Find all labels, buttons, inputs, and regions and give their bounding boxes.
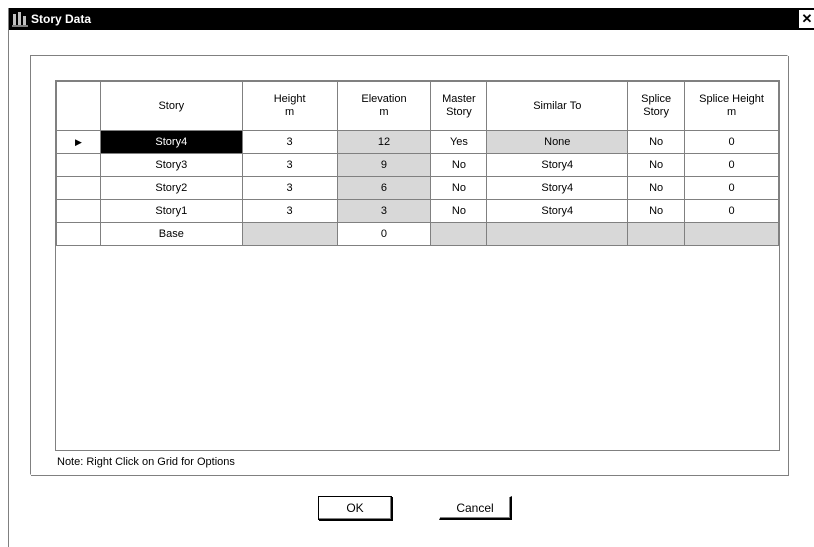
table-row[interactable] bbox=[57, 200, 779, 223]
cell-height[interactable]: 3 bbox=[242, 154, 337, 177]
cell-similar-to bbox=[487, 223, 628, 246]
cell-story[interactable]: Story1 bbox=[100, 200, 242, 223]
cell-elevation: 9 bbox=[337, 154, 431, 177]
row-header[interactable] bbox=[57, 200, 101, 223]
cell-splice-height[interactable]: 0 bbox=[685, 131, 779, 154]
cell-master-story[interactable]: No bbox=[431, 200, 487, 223]
col-header-master-story[interactable]: Master Story bbox=[431, 82, 487, 131]
table-row[interactable] bbox=[57, 154, 779, 177]
cell-story[interactable]: Base bbox=[100, 223, 242, 246]
row-header[interactable] bbox=[57, 177, 101, 200]
cell-similar-to[interactable]: Story4 bbox=[487, 177, 628, 200]
cell-elevation: 3 bbox=[337, 200, 431, 223]
col-header-splice-story[interactable]: Splice Story bbox=[628, 82, 685, 131]
table-row[interactable] bbox=[57, 131, 779, 154]
cell-story[interactable]: Story2 bbox=[100, 177, 242, 200]
cell-similar-to: None bbox=[487, 131, 628, 154]
cell-master-story[interactable]: Yes bbox=[431, 131, 487, 154]
cell-splice-height bbox=[685, 223, 779, 246]
cell-master-story[interactable]: No bbox=[431, 154, 487, 177]
cell-splice-story[interactable]: No bbox=[628, 154, 685, 177]
cell-height[interactable]: 3 bbox=[242, 131, 337, 154]
row-header[interactable] bbox=[57, 154, 101, 177]
table-row[interactable] bbox=[57, 177, 779, 200]
close-icon[interactable]: ✕ bbox=[799, 10, 814, 28]
cell-splice-height[interactable]: 0 bbox=[685, 177, 779, 200]
story-grid[interactable] bbox=[55, 80, 780, 451]
cell-height[interactable]: 3 bbox=[242, 200, 337, 223]
cell-story[interactable]: Story4 bbox=[100, 131, 242, 154]
header-row bbox=[57, 82, 779, 131]
cell-master-story bbox=[431, 223, 487, 246]
cell-splice-story[interactable]: No bbox=[628, 177, 685, 200]
corner-cell bbox=[57, 82, 101, 131]
cell-elevation: 12 bbox=[337, 131, 431, 154]
grid-note: Note: Right Click on Grid for Options bbox=[57, 456, 235, 468]
table-row[interactable] bbox=[57, 223, 779, 246]
cell-splice-story[interactable]: No bbox=[628, 200, 685, 223]
col-header-splice-height[interactable]: Splice Height m bbox=[685, 82, 779, 131]
cell-splice-story bbox=[628, 223, 685, 246]
cancel-button[interactable]: Cancel bbox=[439, 496, 512, 520]
story-stack-icon bbox=[12, 11, 28, 27]
cell-height bbox=[242, 223, 337, 246]
col-header-similar-to[interactable]: Similar To bbox=[487, 82, 628, 131]
row-header[interactable] bbox=[57, 223, 101, 246]
title-bar[interactable] bbox=[9, 8, 814, 30]
ok-button[interactable]: OK bbox=[318, 496, 392, 520]
col-header-story[interactable]: Story bbox=[100, 82, 242, 131]
cell-height[interactable]: 3 bbox=[242, 177, 337, 200]
cell-splice-height[interactable]: 0 bbox=[685, 154, 779, 177]
window-title: Story Data bbox=[31, 12, 92, 26]
cell-similar-to[interactable]: Story4 bbox=[487, 154, 628, 177]
cell-splice-story[interactable]: No bbox=[628, 131, 685, 154]
row-pointer-icon[interactable]: ▶ bbox=[57, 131, 101, 154]
col-header-elevation[interactable]: Elevation m bbox=[337, 82, 431, 131]
cell-similar-to[interactable]: Story4 bbox=[487, 200, 628, 223]
cell-elevation: 6 bbox=[337, 177, 431, 200]
col-header-height[interactable]: Height m bbox=[242, 82, 337, 131]
cell-master-story[interactable]: No bbox=[431, 177, 487, 200]
cell-story[interactable]: Story3 bbox=[100, 154, 242, 177]
story-table bbox=[56, 81, 779, 246]
cell-splice-height[interactable]: 0 bbox=[685, 200, 779, 223]
cell-elevation[interactable]: 0 bbox=[337, 223, 431, 246]
